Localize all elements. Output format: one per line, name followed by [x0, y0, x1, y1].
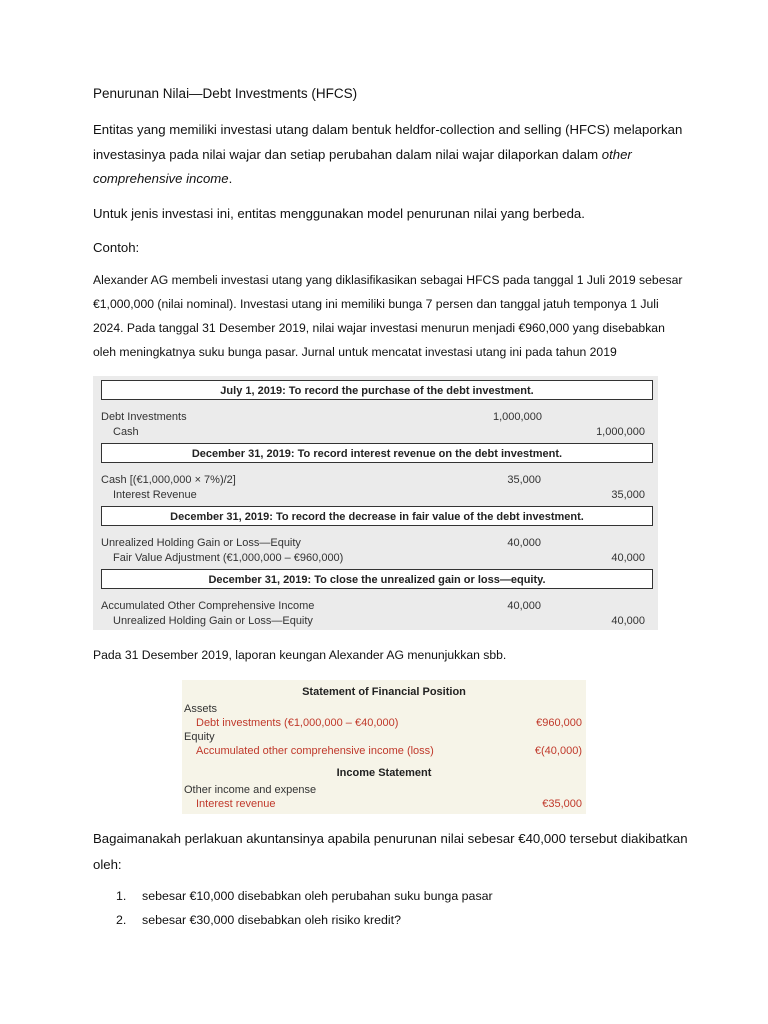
intro-text: Entitas yang memiliki investasi utang dalam bentuk heldfor-collection and selling (HFCS) melaporkan investasinya pada nilai wajar dan setiap perubahan dalam nilai wajar dilaporkan dalam [93, 122, 683, 162]
journal-header: July 1, 2019: To record the purchase of the debt investment. [101, 380, 653, 400]
journal-credit-amount: 1,000,000 [596, 426, 645, 438]
journal-credit-account: Interest Revenue [113, 489, 197, 501]
list-number: 1. [116, 889, 127, 903]
journal-credit-amount: 40,000 [611, 552, 645, 564]
paragraph-example-label: Contoh: [93, 240, 140, 255]
other-income-label: Other income and expense [184, 784, 317, 796]
journal-debit-account: Accumulated Other Comprehensive Income [101, 600, 315, 612]
journal-debit-account: Unrealized Holding Gain or Loss—Equity [101, 537, 301, 549]
equity-label: Equity [184, 731, 215, 743]
journal-entries-figure [93, 376, 658, 630]
journal-credit-account: Unrealized Holding Gain or Loss—Equity [113, 615, 313, 627]
journal-credit-account: Fair Value Adjustment (€1,000,000 – €960,000) [113, 552, 344, 564]
paragraph-statement-intro: Pada 31 Desember 2019, laporan keungan Alexander AG menunjukkan sbb. [93, 648, 507, 662]
paragraph-question: Bagaimanakah perlakuan akuntansinya apabila penurunan nilai sebesar €40,000 tersebut diakibatkan oleh: [93, 831, 688, 872]
assets-label: Assets [184, 703, 218, 715]
journal-debit-amount: 35,000 [507, 474, 541, 486]
journal-header: December 31, 2019: To record the decrease in fair value of the debt investment. [101, 506, 653, 526]
interest-revenue-label: Interest revenue [196, 798, 276, 810]
paragraph-intro [93, 118, 693, 192]
journal-debit-account: Debt Investments [101, 411, 187, 423]
journal-debit-amount: 40,000 [507, 600, 541, 612]
list-item [116, 913, 401, 927]
list-item [116, 889, 493, 903]
journal-header: December 31, 2019: To record interest revenue on the debt investment. [101, 443, 653, 463]
financial-statement-figure [182, 680, 586, 814]
journal-credit-amount: 40,000 [611, 615, 645, 627]
sfp-title: Statement of Financial Position [302, 686, 466, 698]
income-statement-title: Income Statement [336, 767, 432, 779]
journal-credit-account: Cash [113, 426, 139, 438]
paragraph-example: Alexander AG membeli investasi utang yang diklasifikasikan sebagai HFCS pada tanggal 1 Juli 2019 sebesar €1,000,000 (nilai nominal). Investasi utang ini memiliki bunga 7 persen dan tanggal jatuh temponya 1 Juli 2024. Pada tanggal 31 Desember 2019, nilai wajar investasi menurun menjadi €960,000 yang disebabkan oleh meningkatnya suku bunga pasar. Jurnal untuk mencatat investasi utang ini pada tahun 2019 [93, 273, 683, 359]
journal-debit-account: Cash [(€1,000,000 × 7%)/2] [101, 474, 236, 486]
journal-header: December 31, 2019: To close the unrealized gain or loss—equity. [101, 569, 653, 589]
journal-debit-amount: 40,000 [507, 537, 541, 549]
journal-credit-amount: 35,000 [611, 489, 645, 501]
intro-end: . [228, 171, 233, 186]
paragraph-model: Untuk jenis investasi ini, entitas menggunakan model penurunan nilai yang berbeda. [93, 206, 585, 221]
list-number: 2. [116, 913, 127, 927]
interest-revenue-amount: €35,000 [542, 798, 582, 810]
list-text: sebesar €30,000 disebabkan oleh risiko kredit? [142, 913, 401, 927]
journal-debit-amount: 1,000,000 [493, 411, 542, 423]
page-title: Penurunan Nilai—Debt Investments (HFCS) [93, 86, 358, 101]
intro-italic-text: other comprehensive income [93, 146, 632, 186]
debt-investments-label: Debt investments (€1,000,000 – €40,000) [196, 717, 399, 729]
list-text: sebesar €10,000 disebabkan oleh perubahan suku bunga pasar [142, 889, 493, 903]
aoci-label: Accumulated other comprehensive income (loss) [196, 745, 434, 757]
debt-investments-amount: €960,000 [536, 717, 582, 729]
aoci-amount: €(40,000) [534, 745, 582, 757]
